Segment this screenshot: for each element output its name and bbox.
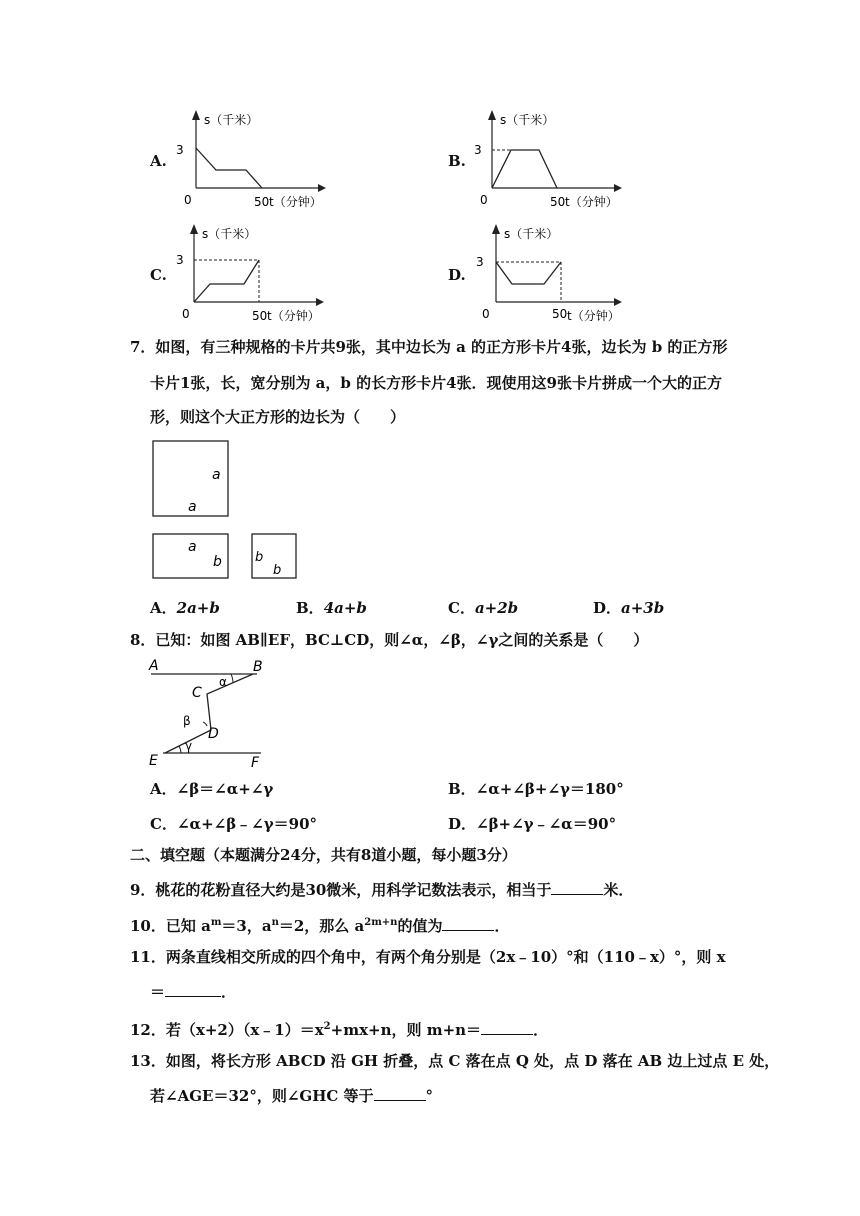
- q10-text-end: ．: [494, 917, 510, 935]
- q12-sup: 2: [323, 1021, 331, 1032]
- section-2-heading: 二、填空题（本题满分24分，共有8道小题，每小题3分）: [130, 846, 517, 864]
- q13-text: 若∠AGE＝32°，则∠GHC 等于: [150, 1087, 374, 1105]
- q12-text-end: ．: [533, 1021, 549, 1039]
- option-letter: C．: [448, 599, 475, 617]
- q11-text-end: ．: [221, 983, 237, 1001]
- label-E: E: [149, 753, 158, 769]
- q7-stem-line-2: 卡片1张，长，宽分别为 a，b 的长方形卡片4张．现使用这9张卡片拼成一个大的正方: [150, 374, 722, 392]
- label-b-bottom: b: [273, 563, 282, 578]
- label-alpha: α: [219, 675, 227, 689]
- y-tick-label: 3: [176, 143, 184, 157]
- q8-option-b[interactable]: [448, 778, 624, 799]
- q6-graph-d: [466, 222, 626, 327]
- x-axis-label: t（分钟）: [565, 195, 618, 209]
- q6-option-c-letter: C.: [150, 266, 167, 284]
- y-axis-label: s（千米）: [500, 113, 555, 127]
- origin-label: 0: [184, 193, 192, 207]
- q11-answer-blank[interactable]: [165, 982, 221, 997]
- x-arrow-icon: [614, 184, 622, 192]
- q7-cards-figure: [148, 436, 308, 586]
- q10-text: 的值为: [397, 917, 443, 935]
- q6-option-b-letter: B.: [448, 152, 466, 170]
- y-axis-label: s（千米）: [504, 227, 559, 241]
- q8-option-a[interactable]: [150, 778, 273, 799]
- q9-answer-blank[interactable]: [551, 880, 603, 895]
- q10-sup-n: n: [271, 917, 279, 928]
- option-text: a+3b: [621, 599, 665, 617]
- label-A: A: [149, 658, 159, 674]
- q6-graph-b: [466, 108, 626, 213]
- q10-sup-exp: 2m+n: [364, 917, 398, 928]
- q7-option-a[interactable]: [150, 597, 220, 618]
- q6-option-a-letter: A.: [150, 152, 167, 170]
- q12: [130, 1016, 548, 1041]
- x-arrow-icon: [316, 298, 324, 306]
- y-arrow-icon: [192, 110, 200, 120]
- x-axis-label: t（分钟）: [267, 309, 320, 323]
- option-text: a+2b: [474, 599, 519, 617]
- graph-a-line: [196, 148, 262, 188]
- q9: [130, 879, 633, 901]
- x-axis-label: t（分钟）: [269, 195, 322, 209]
- label-a-right: a: [212, 467, 221, 483]
- q8-stem: 8．已知：如图 AB∥EF，BC⊥CD，则∠α，∠β，∠γ之间的关系是（ ）: [130, 631, 649, 649]
- q11-text: ＝: [150, 983, 166, 1001]
- q11-line-1: 11．两条直线相交所成的四个角中，有两个角分别是（2x﹣10）°和（110﹣x）°，则 x: [130, 948, 726, 966]
- q6-option-d-letter: D.: [448, 266, 466, 284]
- q7-option-d[interactable]: [593, 597, 664, 618]
- q10-text: ＝3，a: [221, 917, 272, 935]
- option-letter: A．: [150, 599, 177, 617]
- origin-label: 0: [480, 193, 488, 207]
- graph-d-line: [496, 262, 561, 284]
- x-tick-label: 50: [252, 309, 268, 323]
- y-tick-label: 3: [474, 143, 482, 157]
- q10-text: 10．已知 a: [130, 917, 211, 935]
- q6-graph-a: [168, 108, 328, 213]
- q13-answer-blank[interactable]: [374, 1086, 426, 1101]
- q9-text-before: 9．桃花的花粉直径大约是30微米，用科学记数法表示，相当于: [130, 881, 552, 899]
- label-gamma: γ: [185, 739, 193, 753]
- q11-line-2: [150, 981, 236, 1003]
- q8-option-d[interactable]: [448, 813, 616, 834]
- label-a-bottom: a: [188, 499, 197, 515]
- x-axis-label: t（分钟）: [567, 309, 620, 323]
- option-letter: B．: [448, 780, 476, 798]
- q8-figure: [145, 652, 275, 770]
- x-tick-label: 50: [254, 195, 270, 209]
- x-arrow-icon: [614, 298, 622, 306]
- x-arrow-icon: [318, 184, 326, 192]
- q7-stem-line-1: 7．如图，有三种规格的卡片共9张，其中边长为 a 的正方形卡片4张，边长为 b 的正方形: [130, 338, 728, 356]
- graph-b-line: [492, 150, 557, 188]
- label-b-left: b: [255, 550, 264, 565]
- graph-c-line: [194, 260, 259, 302]
- y-tick-label: 3: [476, 255, 484, 269]
- y-axis-label: s（千米）: [202, 227, 257, 241]
- q12-text: 12．若（x+2）（x﹣1）＝x: [130, 1021, 324, 1039]
- q13-line-1: 13．如图，将长方形 ABCD 沿 GH 折叠，点 C 落在点 Q 处，点 D 落在 AB 边上过点 E 处，: [130, 1052, 780, 1070]
- label-rect-b: b: [213, 554, 222, 570]
- option-letter: A．: [150, 780, 177, 798]
- y-arrow-icon: [492, 224, 500, 234]
- q10-text: ＝2，那么 a: [278, 917, 365, 935]
- q10: [130, 912, 510, 937]
- option-letter: D．: [448, 815, 477, 833]
- x-tick-label: 50: [552, 307, 568, 321]
- option-text: ∠β+∠γ﹣∠α＝90°: [476, 815, 617, 833]
- q13-text-end: °: [425, 1087, 434, 1105]
- option-letter: C．: [150, 815, 177, 833]
- option-letter: B．: [296, 599, 324, 617]
- x-tick-label: 50: [550, 195, 566, 209]
- option-text: ∠α+∠β﹣∠γ＝90°: [176, 815, 318, 833]
- y-arrow-icon: [190, 224, 198, 234]
- origin-label: 0: [182, 307, 190, 321]
- label-beta: β: [183, 714, 191, 728]
- q9-text-after: 米．: [603, 881, 634, 899]
- label-rect-a: a: [188, 539, 197, 555]
- q6-graph-c: [168, 222, 328, 327]
- option-text: 4a+b: [323, 599, 367, 617]
- label-F: F: [251, 755, 260, 770]
- origin-label: 0: [482, 307, 490, 321]
- q12-text: +mx+n，则 m+n＝: [330, 1021, 482, 1039]
- q7-option-c[interactable]: [448, 597, 518, 618]
- label-C: C: [192, 685, 202, 701]
- y-tick-label: 3: [176, 253, 184, 267]
- option-text: ∠β＝∠α+∠γ: [176, 780, 274, 798]
- option-text: 2a+b: [176, 599, 220, 617]
- y-arrow-icon: [488, 110, 496, 120]
- option-letter: D．: [593, 599, 622, 617]
- q7-stem-line-3: 形，则这个大正方形的边长为（ ）: [150, 408, 406, 426]
- label-B: B: [253, 659, 263, 675]
- q13-line-2: [150, 1085, 433, 1107]
- option-text: ∠α+∠β+∠γ＝180°: [475, 780, 624, 798]
- q7-option-b[interactable]: [296, 597, 367, 618]
- y-axis-label: s（千米）: [204, 113, 259, 127]
- q8-option-c[interactable]: [150, 813, 317, 834]
- label-D: D: [208, 726, 219, 742]
- q10-sup-m: m: [210, 917, 222, 928]
- q12-answer-blank[interactable]: [481, 1020, 533, 1035]
- q10-answer-blank[interactable]: [442, 916, 494, 931]
